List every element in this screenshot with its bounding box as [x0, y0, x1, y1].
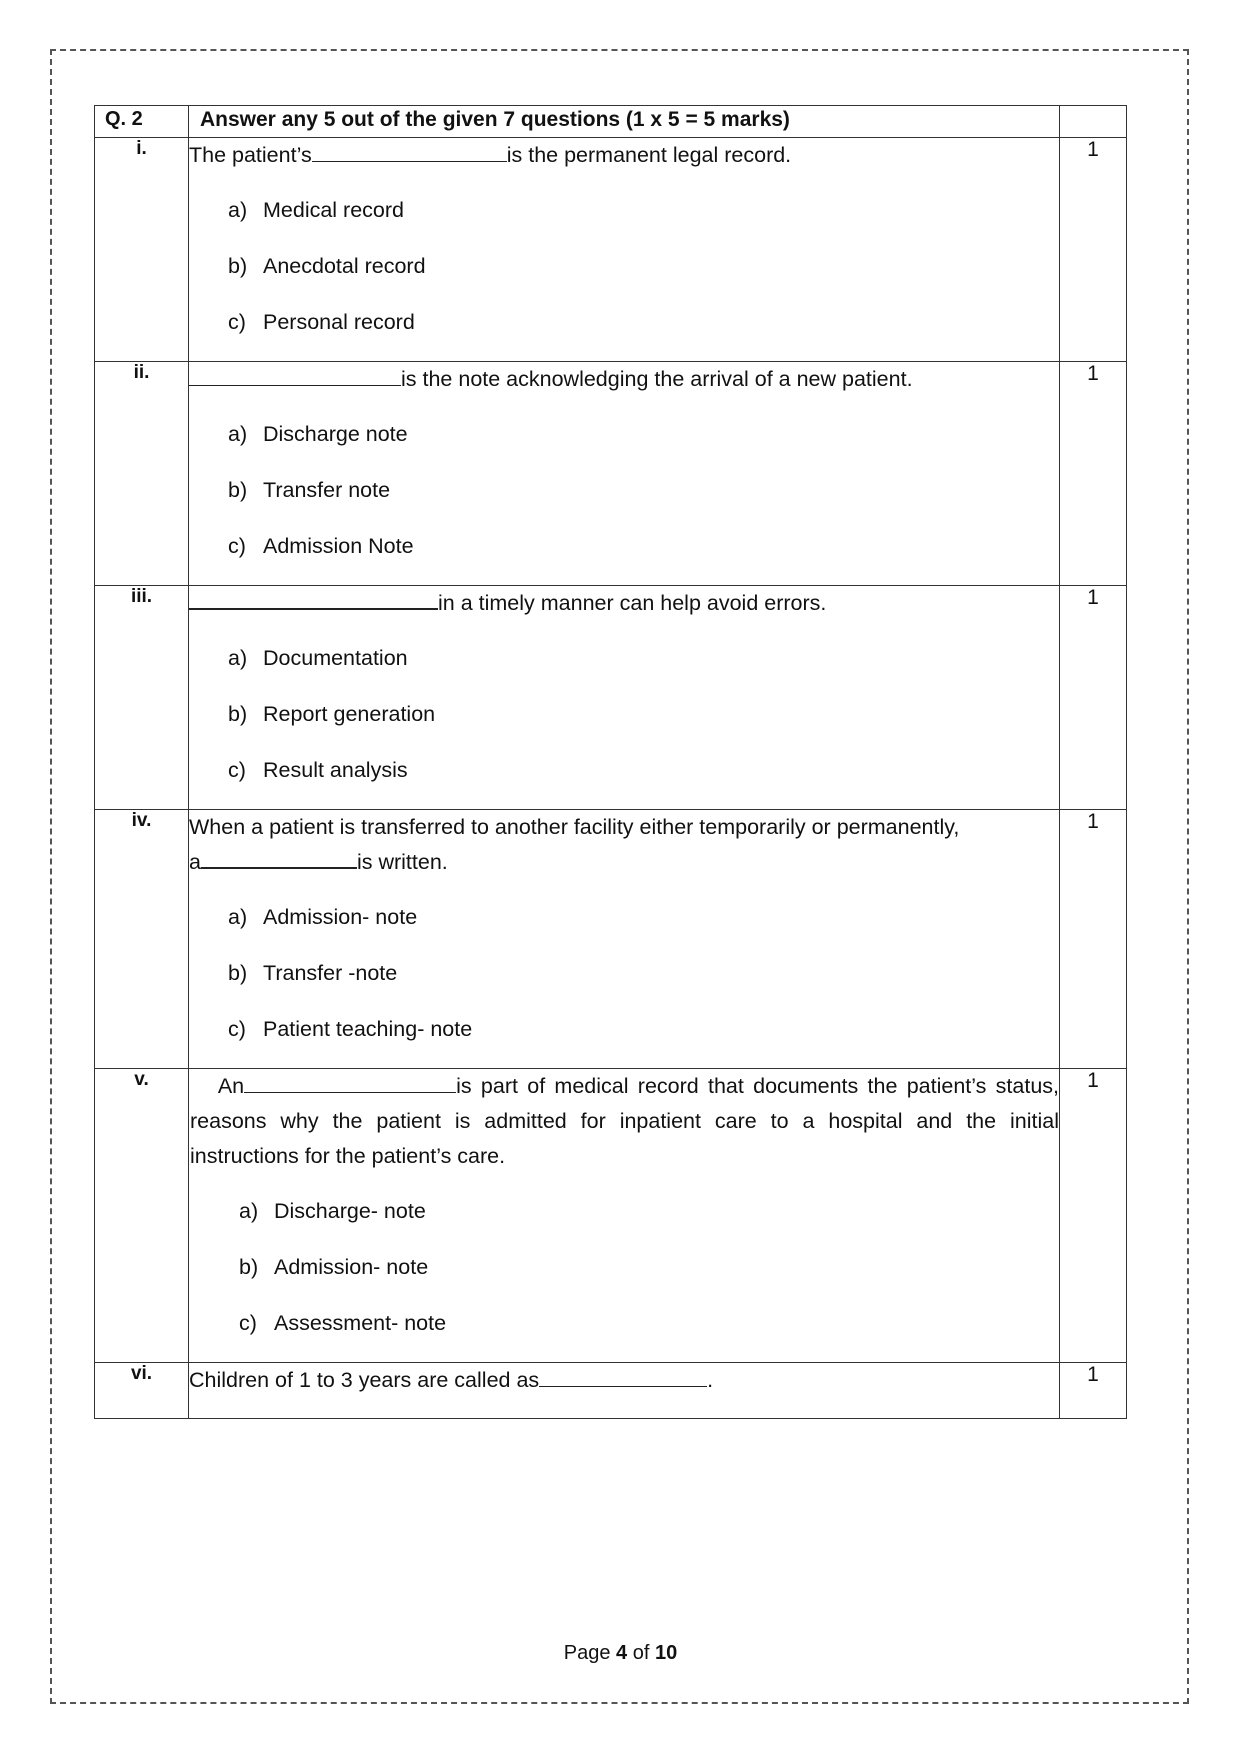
question-body — [189, 1069, 1060, 1363]
answer-blank — [312, 139, 507, 162]
option-item — [239, 1250, 1059, 1306]
stem-text: Children of 1 to 3 years are called as — [189, 1368, 540, 1392]
option-item — [228, 473, 1059, 529]
option-item — [228, 956, 1059, 1012]
question-number: iii. — [95, 586, 189, 810]
section-instruction: Answer any 5 out of the given 7 questions (1 x 5 = 5 marks) — [189, 106, 1060, 138]
question-number: i. — [95, 138, 189, 362]
question-number: vi. — [95, 1363, 189, 1419]
question-marks: 1 — [1060, 810, 1127, 1069]
stem-text: is the note acknowledging the arrival of a new patient. — [401, 367, 913, 391]
option-letter: c) — [228, 310, 246, 334]
option-item — [228, 417, 1059, 473]
question-row — [95, 1363, 1127, 1419]
option-text: Anecdotal record — [263, 254, 426, 278]
option-text: Transfer note — [263, 478, 391, 502]
option-letter: b) — [239, 1255, 259, 1279]
option-item — [228, 193, 1059, 249]
footer-prefix: Page — [563, 1642, 617, 1664]
answer-blank — [189, 586, 438, 610]
question-stem — [189, 586, 1059, 621]
question-marks: 1 — [1060, 1363, 1127, 1419]
question-body — [189, 586, 1060, 810]
section-header-row — [95, 106, 1127, 138]
question-number: v. — [95, 1069, 189, 1363]
option-letter: b) — [228, 702, 248, 726]
option-text: Personal record — [263, 310, 415, 334]
option-text: Documentation — [263, 646, 408, 670]
option-item — [228, 697, 1059, 753]
option-item — [239, 1306, 1059, 1362]
answer-blank — [189, 363, 401, 386]
question-body — [189, 362, 1060, 586]
option-text: Medical record — [263, 198, 404, 222]
stem-text: in a timely manner can help avoid errors. — [438, 591, 827, 615]
option-text: Discharge- note — [274, 1199, 426, 1223]
option-item — [228, 305, 1059, 361]
question-row — [95, 810, 1127, 1069]
question-table — [94, 105, 1127, 1419]
stem-text: When a patient is transferred to another facility either temporarily or permanently, — [189, 815, 960, 839]
option-text: Patient teaching- note — [263, 1017, 473, 1041]
option-letter: a) — [228, 422, 248, 446]
option-letter: c) — [239, 1311, 257, 1335]
option-letter: a) — [228, 198, 248, 222]
options-list — [189, 193, 1059, 361]
option-text: Result analysis — [263, 758, 408, 782]
stem-text: a — [189, 850, 201, 874]
question-stem — [189, 362, 1059, 397]
section-number: Q. 2 — [95, 106, 189, 138]
option-item — [228, 249, 1059, 305]
question-row — [95, 362, 1127, 586]
question-marks: 1 — [1060, 586, 1127, 810]
option-text: Report generation — [263, 702, 436, 726]
options-list — [189, 417, 1059, 585]
stem-text: is written. — [356, 850, 448, 874]
question-row — [95, 1069, 1127, 1363]
question-marks: 1 — [1060, 362, 1127, 586]
current-page: 4 — [616, 1642, 628, 1664]
stem-text: . — [707, 1368, 714, 1392]
footer-middle: of — [627, 1642, 655, 1664]
option-item — [228, 900, 1059, 956]
marks-header — [1060, 106, 1127, 138]
option-text: Discharge note — [263, 422, 408, 446]
option-item — [228, 1012, 1059, 1068]
option-text: Admission Note — [263, 534, 414, 558]
question-body — [189, 138, 1060, 362]
option-letter: c) — [228, 1017, 246, 1041]
option-letter: a) — [228, 905, 248, 929]
option-letter: a) — [239, 1199, 259, 1223]
question-number: iv. — [95, 810, 189, 1069]
question-stem — [189, 138, 1059, 173]
stem-text: is part of medical record that documents the patient’s status, reasons why the patient is admitted for inpatient care to a hospital and the initial instructions for the patient’s care. — [190, 1074, 1059, 1168]
question-row — [95, 138, 1127, 362]
option-text: Transfer -note — [263, 961, 398, 985]
option-item — [228, 753, 1059, 809]
question-row — [95, 586, 1127, 810]
option-item — [239, 1194, 1059, 1250]
stem-text: An — [217, 1074, 245, 1098]
answer-blank — [244, 1070, 456, 1093]
option-item — [228, 641, 1059, 697]
answer-blank — [539, 1364, 707, 1387]
option-item — [228, 529, 1059, 585]
question-stem — [189, 810, 1059, 880]
question-body — [189, 1363, 1060, 1419]
question-stem — [190, 1069, 1059, 1174]
options-list — [189, 900, 1059, 1068]
option-letter: b) — [228, 254, 248, 278]
option-text: Admission- note — [274, 1255, 429, 1279]
question-marks: 1 — [1060, 138, 1127, 362]
question-body — [189, 810, 1060, 1069]
stem-text: is the permanent legal record. — [506, 143, 792, 167]
options-list — [190, 1194, 1059, 1362]
answer-blank — [201, 845, 357, 869]
option-text: Admission- note — [263, 905, 418, 929]
option-letter: b) — [228, 961, 248, 985]
option-letter: b) — [228, 478, 248, 502]
total-pages: 10 — [654, 1642, 678, 1664]
question-number: ii. — [95, 362, 189, 586]
page-footer — [0, 1642, 1241, 1665]
option-letter: c) — [228, 534, 246, 558]
question-stem — [189, 1363, 1059, 1398]
stem-text: The patient’s — [189, 143, 312, 167]
options-list — [189, 641, 1059, 809]
question-marks: 1 — [1060, 1069, 1127, 1363]
option-letter: a) — [228, 646, 248, 670]
option-letter: c) — [228, 758, 246, 782]
option-text: Assessment- note — [274, 1311, 447, 1335]
